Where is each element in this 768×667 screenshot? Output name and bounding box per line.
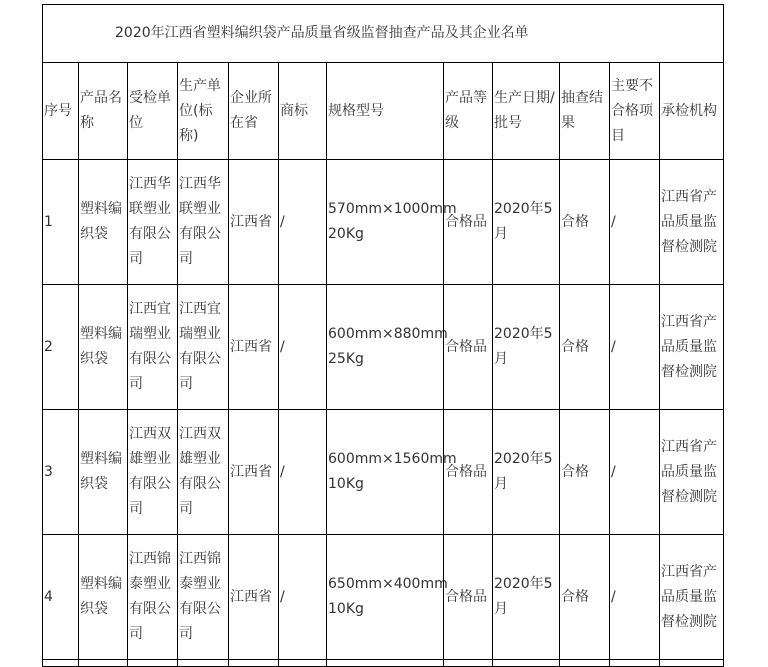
- cell-brand: /: [279, 160, 327, 285]
- cell-empty: [660, 660, 724, 667]
- header-defects: 主要不合格项目: [610, 63, 660, 160]
- header-no: 序号: [43, 63, 79, 160]
- spec-size: 600mm×880mm: [328, 326, 448, 342]
- cell-defects: /: [610, 535, 660, 660]
- cell-spec: [327, 535, 448, 660]
- cell-empty: [327, 660, 444, 667]
- cell-defects: /: [610, 410, 660, 535]
- header-agency: 承检机构: [660, 63, 724, 160]
- table-row: [43, 285, 724, 410]
- table-row: [43, 410, 724, 535]
- spec-weight: 25Kg: [328, 351, 364, 367]
- cell-brand: /: [279, 535, 327, 660]
- cell-result: 合格: [560, 160, 610, 285]
- cell-empty: [279, 660, 327, 667]
- table-row: [43, 535, 724, 660]
- cell-brand: /: [279, 410, 327, 535]
- cell-province: 江西省: [229, 285, 279, 410]
- cell-inspected-unit: 江西双雄塑业有限公司: [128, 410, 178, 535]
- title-row: [43, 5, 724, 63]
- cell-empty: [493, 660, 560, 667]
- cell-result: 合格: [560, 285, 610, 410]
- cell-brand: /: [279, 285, 327, 410]
- cell-no: 3: [43, 410, 79, 535]
- cell-empty: [444, 660, 493, 667]
- cell-defects: /: [610, 160, 660, 285]
- cell-province: 江西省: [229, 410, 279, 535]
- cell-product: 塑料编织袋: [79, 410, 128, 535]
- spec-weight: 20Kg: [328, 226, 364, 242]
- cell-empty: [560, 660, 610, 667]
- cell-producer: 江西双雄塑业有限公司: [178, 410, 229, 535]
- cell-no: 1: [43, 160, 79, 285]
- header-product: 产品名称: [79, 63, 128, 160]
- header-brand: 商标: [279, 63, 327, 160]
- header-spec: 规格型号: [327, 63, 444, 160]
- spec-weight: 10Kg: [328, 476, 364, 492]
- cell-defects: /: [610, 285, 660, 410]
- cell-grade: 合格品: [444, 410, 493, 535]
- header-grade: 产品等级: [444, 63, 493, 160]
- table-row-partial: [43, 660, 724, 667]
- cell-grade: 合格品: [444, 285, 493, 410]
- cell-agency: 江西省产品质量监督检测院: [660, 535, 724, 660]
- cell-spec: [327, 160, 457, 285]
- spec-size: 600mm×1560mm: [328, 451, 457, 467]
- spec-size: 570mm×1000mm: [328, 201, 457, 217]
- cell-agency: 江西省产品质量监督检测院: [660, 285, 724, 410]
- cell-producer: 江西华联塑业有限公司: [178, 160, 229, 285]
- cell-grade: 合格品: [444, 160, 493, 285]
- cell-agency: 江西省产品质量监督检测院: [660, 410, 724, 535]
- spec-size: 650mm×400mm: [328, 576, 448, 592]
- cell-result: 合格: [560, 410, 610, 535]
- cell-no: 2: [43, 285, 79, 410]
- cell-producer: 江西宜瑞塑业有限公司: [178, 285, 229, 410]
- cell-empty: [178, 660, 229, 667]
- cell-agency: 江西省产品质量监督检测院: [660, 160, 724, 285]
- header-province: 企业所在省: [229, 63, 279, 160]
- inspection-table: [42, 4, 724, 667]
- cell-province: 江西省: [229, 160, 279, 285]
- header-row: [43, 63, 724, 160]
- cell-no: 4: [43, 535, 79, 660]
- cell-spec: [327, 410, 457, 535]
- table-row: [43, 160, 724, 285]
- header-inspected-unit: 受检单位: [128, 63, 178, 160]
- cell-grade: 合格品: [444, 535, 493, 660]
- cell-product: 塑料编织袋: [79, 285, 128, 410]
- cell-producer: 江西锦泰塑业有限公司: [178, 535, 229, 660]
- cell-date: 2020年5月: [493, 160, 560, 285]
- header-date: 生产日期/批号: [493, 63, 560, 160]
- cell-empty: [43, 660, 79, 667]
- cell-date: 2020年5月: [493, 535, 560, 660]
- cell-product: 塑料编织袋: [79, 160, 128, 285]
- cell-date: 2020年5月: [493, 410, 560, 535]
- cell-empty: [79, 660, 128, 667]
- table-title: 2020年江西省塑料编织袋产品质量省级监督抽查产品及其企业名单: [115, 25, 529, 41]
- cell-result: 合格: [560, 535, 610, 660]
- cell-inspected-unit: 江西宜瑞塑业有限公司: [128, 285, 178, 410]
- cell-empty: [610, 660, 660, 667]
- table-title-cell: [43, 5, 724, 63]
- cell-spec: [327, 285, 448, 410]
- cell-inspected-unit: 江西华联塑业有限公司: [128, 160, 178, 285]
- cell-inspected-unit: 江西锦泰塑业有限公司: [128, 535, 178, 660]
- header-result: 抽查结果: [560, 63, 610, 160]
- spec-weight: 10Kg: [328, 601, 364, 617]
- header-producer: 生产单位(标称): [178, 63, 229, 160]
- cell-empty: [128, 660, 178, 667]
- cell-province: 江西省: [229, 535, 279, 660]
- cell-empty: [229, 660, 279, 667]
- cell-product: 塑料编织袋: [79, 535, 128, 660]
- cell-date: 2020年5月: [493, 285, 560, 410]
